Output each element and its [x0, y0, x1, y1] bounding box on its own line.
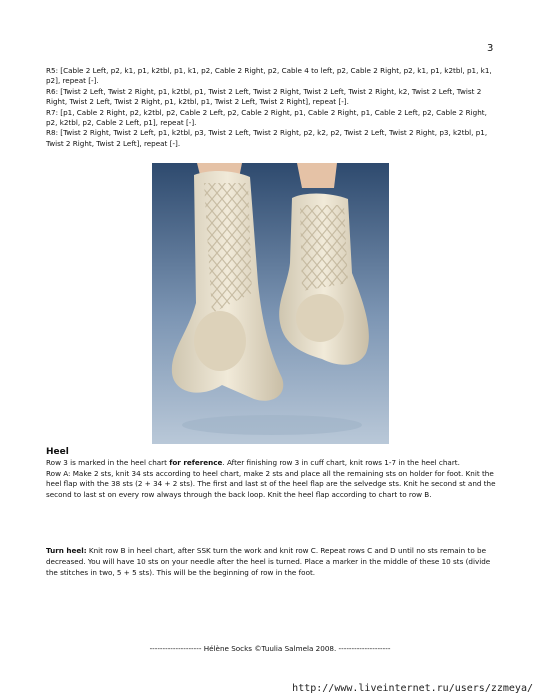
pattern-rows — [46, 66, 494, 149]
pattern-row-r8: R8: [Twist 2 Right, Twist 2 Left, p1, k2tbl, p3, Twist 2 Left, Twist 2 Right, p2, k2, p2, Twist 2 Left, Twist 2 Right, p3, k2tbl, p1, Twist 2 Right, Twist 2 Left], repeat [-]. — [46, 128, 488, 148]
turn-heel-label: Turn heel: — [46, 546, 87, 555]
heel-row-a: Row A: Make 2 sts, knit 34 sts according to heel chart, make 2 sts and place all the remaining sts on holder for foot. Knit the heel flap with the 38 sts (2 + 34 + 2 sts). The first and last st of the heel flap are the selvedge sts. Knit he second st and the second to last st on every row always through the back loop. Knit the heel flap according to chart to row B. — [46, 468, 496, 500]
socks-photo — [152, 163, 389, 444]
heel-reference-note — [46, 458, 498, 469]
turn-heel-text: Knit row B in heel chart, after SSK turn the work and knit row C. Repeat rows C and D until no sts remain to be decreased. You will have 10 sts on your needle after the heel is turned. Place a marker in the middle of these 10 sts (divide the stitches in two, 5 + 5 sts). This will be the beginning of row in the foot. — [46, 546, 491, 577]
page-footer: -------------------- Hélène Socks ©Tuulia Salmela 2008. -------------------- — [149, 644, 391, 653]
heel-section — [46, 447, 498, 501]
turn-heel-paragraph — [46, 546, 498, 578]
watermark-url[interactable]: http://www.liveinternet.ru/users/zzmeya/ — [292, 683, 533, 694]
pattern-row-r5: R5: [Cable 2 Left, p2, k1, p1, k2tbl, p1, k1, p2, Cable 2 Right, p2, Cable 4 to left, p2, Cable 2 Right, p2, k1, p1, k2tbl, p1, k1, p2], repeat [-]. — [46, 66, 492, 86]
turn-heel-section — [46, 546, 498, 578]
heel-heading: Heel — [46, 447, 69, 457]
page-number: 3 — [487, 43, 494, 54]
pattern-row-r7: R7: [p1, Cable 2 Right, p2, k2tbl, p2, Cable 2 Left, p2, Cable 2 Right, p1, Cable 2 Right, p1, Cable 2 Left, p2, Cable 2 Right, p2, k2tbl, p2, Cable 2 Left, p1], repeat [-]. — [46, 107, 487, 128]
heel-note-text-end: . After finishing row 3 in cuff chart, knit rows 1-7 in the heel chart. — [222, 457, 460, 467]
pattern-row-r6: R6: [Twist 2 Left, Twist 2 Right, p1, k2tbl, p1, Twist 2 Left, Twist 2 Right, Twist 2 Left, Twist 2 Right, k2, Twist 2 Left, Twist 2 Right, Twist 2 Left, Twist 2 Right, p1, k2tbl, p1, Twist 2 Left, Twist 2 Right], repeat [-]. — [46, 86, 482, 107]
heel-note-text: Row 3 is marked in the heel chart — [46, 457, 170, 467]
heel-note-emphasis: for reference — [169, 457, 223, 467]
